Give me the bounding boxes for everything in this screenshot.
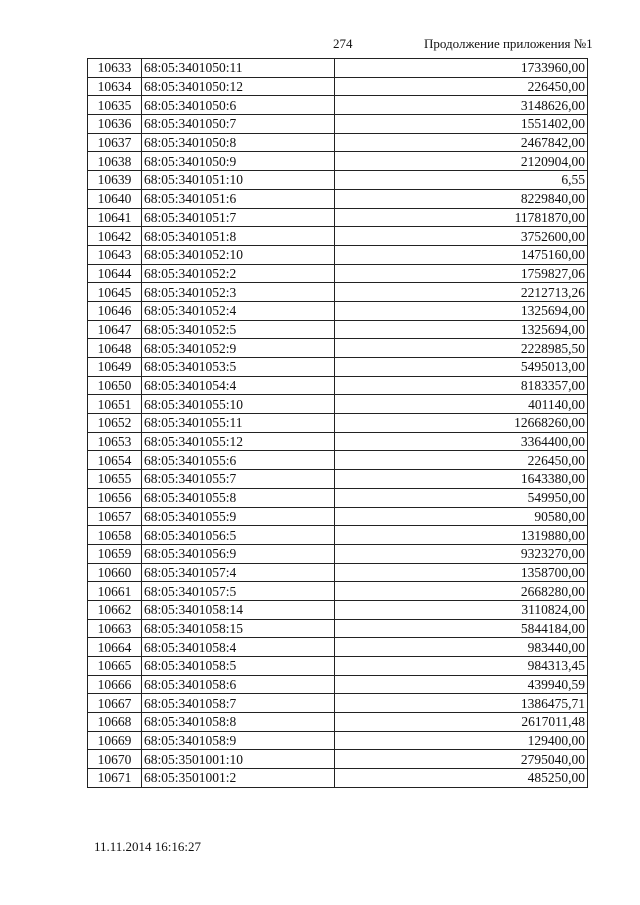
cadastral-number: 68:05:3401054:4 (142, 376, 335, 395)
cadastral-number: 68:05:3401051:8 (142, 227, 335, 246)
table-row (88, 675, 588, 694)
table-row (88, 96, 588, 115)
cadastral-value: 2228985,50 (335, 339, 588, 358)
table-row (88, 544, 588, 563)
cadastral-value: 401140,00 (335, 395, 588, 414)
row-number: 10659 (88, 544, 142, 563)
cadastral-value: 1325694,00 (335, 320, 588, 339)
cadastral-value: 1551402,00 (335, 115, 588, 134)
table-row (88, 264, 588, 283)
table-row (88, 189, 588, 208)
table-row (88, 657, 588, 676)
table-row (88, 301, 588, 320)
table-row (88, 470, 588, 489)
row-number: 10666 (88, 675, 142, 694)
row-number: 10663 (88, 619, 142, 638)
cadastral-value: 2795040,00 (335, 750, 588, 769)
cadastral-value: 983440,00 (335, 638, 588, 657)
row-number: 10653 (88, 432, 142, 451)
row-number: 10644 (88, 264, 142, 283)
cadastral-number: 68:05:3401052:10 (142, 245, 335, 264)
cadastral-value: 129400,00 (335, 731, 588, 750)
cadastral-number: 68:05:3401058:14 (142, 600, 335, 619)
row-number: 10652 (88, 414, 142, 433)
cadastral-number: 68:05:3401058:8 (142, 713, 335, 732)
row-number: 10646 (88, 301, 142, 320)
page-number: 274 (333, 36, 353, 51)
table-row (88, 563, 588, 582)
cadastral-value: 226450,00 (335, 451, 588, 470)
cadastral-number: 68:05:3401055:7 (142, 470, 335, 489)
cadastral-number: 68:05:3401057:5 (142, 582, 335, 601)
cadastral-value: 3364400,00 (335, 432, 588, 451)
table-row (88, 339, 588, 358)
cadastral-value: 485250,00 (335, 769, 588, 788)
cadastral-value: 9323270,00 (335, 544, 588, 563)
cadastral-number: 68:05:3401055:8 (142, 488, 335, 507)
cadastral-value: 1643380,00 (335, 470, 588, 489)
cadastral-number: 68:05:3401058:5 (142, 657, 335, 676)
cadastral-number: 68:05:3401050:9 (142, 152, 335, 171)
cadastral-number: 68:05:3401051:7 (142, 208, 335, 227)
cadastral-value: 8229840,00 (335, 189, 588, 208)
row-number: 10654 (88, 451, 142, 470)
row-number: 10658 (88, 526, 142, 545)
table-row (88, 115, 588, 134)
cadastral-value: 6,55 (335, 171, 588, 190)
cadastral-value: 226450,00 (335, 77, 588, 96)
cadastral-value: 549950,00 (335, 488, 588, 507)
cadastral-number: 68:05:3401050:8 (142, 133, 335, 152)
row-number: 10664 (88, 638, 142, 657)
print-timestamp: 11.11.2014 16:16:27 (94, 839, 202, 854)
cadastral-number: 68:05:3401050:12 (142, 77, 335, 96)
table-row (88, 694, 588, 713)
row-number: 10669 (88, 731, 142, 750)
cadastral-number: 68:05:3401053:5 (142, 358, 335, 377)
cadastral-number: 68:05:3401058:15 (142, 619, 335, 638)
row-number: 10650 (88, 376, 142, 395)
cadastral-number: 68:05:3401055:9 (142, 507, 335, 526)
row-number: 10645 (88, 283, 142, 302)
cadastral-value: 3148626,00 (335, 96, 588, 115)
cadastral-value: 5495013,00 (335, 358, 588, 377)
cadastral-value: 3110824,00 (335, 600, 588, 619)
cadastral-number: 68:05:3501001:2 (142, 769, 335, 788)
table-row (88, 152, 588, 171)
row-number: 10634 (88, 77, 142, 96)
cadastral-value: 12668260,00 (335, 414, 588, 433)
row-number: 10638 (88, 152, 142, 171)
row-number: 10640 (88, 189, 142, 208)
row-number: 10661 (88, 582, 142, 601)
row-number: 10639 (88, 171, 142, 190)
table-row (88, 171, 588, 190)
cadastral-value: 984313,45 (335, 657, 588, 676)
cadastral-number: 68:05:3401052:9 (142, 339, 335, 358)
cadastral-value-table (87, 58, 588, 788)
cadastral-number: 68:05:3401057:4 (142, 563, 335, 582)
cadastral-value: 1325694,00 (335, 301, 588, 320)
cadastral-number: 68:05:3401058:6 (142, 675, 335, 694)
cadastral-value: 439940,59 (335, 675, 588, 694)
row-number: 10635 (88, 96, 142, 115)
cadastral-value: 3752600,00 (335, 227, 588, 246)
row-number: 10643 (88, 245, 142, 264)
continuation-title: Продолжение приложения №1 (424, 36, 593, 51)
cadastral-number: 68:05:3401051:6 (142, 189, 335, 208)
cadastral-number: 68:05:3401055:12 (142, 432, 335, 451)
table-row (88, 77, 588, 96)
cadastral-value: 1759827,06 (335, 264, 588, 283)
cadastral-number: 68:05:3401058:7 (142, 694, 335, 713)
cadastral-value: 8183357,00 (335, 376, 588, 395)
row-number: 10655 (88, 470, 142, 489)
table-row (88, 133, 588, 152)
cadastral-value: 2467842,00 (335, 133, 588, 152)
table-row (88, 395, 588, 414)
cadastral-value: 1358700,00 (335, 563, 588, 582)
cadastral-value: 11781870,00 (335, 208, 588, 227)
cadastral-value: 1386475,71 (335, 694, 588, 713)
row-number: 10671 (88, 769, 142, 788)
table-row (88, 414, 588, 433)
table-row (88, 582, 588, 601)
row-number: 10633 (88, 59, 142, 78)
table-row (88, 376, 588, 395)
table-row (88, 432, 588, 451)
cadastral-number: 68:05:3401052:5 (142, 320, 335, 339)
cadastral-value: 2668280,00 (335, 582, 588, 601)
cadastral-number: 68:05:3401052:4 (142, 301, 335, 320)
row-number: 10642 (88, 227, 142, 246)
row-number: 10662 (88, 600, 142, 619)
row-number: 10657 (88, 507, 142, 526)
table-row (88, 619, 588, 638)
table-row (88, 750, 588, 769)
cadastral-number: 68:05:3401055:10 (142, 395, 335, 414)
table-row (88, 507, 588, 526)
table-row (88, 283, 588, 302)
cadastral-number: 68:05:3401050:11 (142, 59, 335, 78)
cadastral-number: 68:05:3401055:11 (142, 414, 335, 433)
row-number: 10649 (88, 358, 142, 377)
cadastral-value: 90580,00 (335, 507, 588, 526)
row-number: 10641 (88, 208, 142, 227)
cadastral-value: 1475160,00 (335, 245, 588, 264)
row-number: 10647 (88, 320, 142, 339)
table-row (88, 488, 588, 507)
table-row (88, 769, 588, 788)
cadastral-number: 68:05:3401056:9 (142, 544, 335, 563)
cadastral-value: 2212713,26 (335, 283, 588, 302)
cadastral-value: 1319880,00 (335, 526, 588, 545)
row-number: 10668 (88, 713, 142, 732)
cadastral-number: 68:05:3401056:5 (142, 526, 335, 545)
table-row (88, 59, 588, 78)
row-number: 10651 (88, 395, 142, 414)
cadastral-number: 68:05:3401058:4 (142, 638, 335, 657)
table-row (88, 451, 588, 470)
table-row (88, 320, 588, 339)
cadastral-value: 2617011,48 (335, 713, 588, 732)
table-row (88, 731, 588, 750)
cadastral-value: 1733960,00 (335, 59, 588, 78)
row-number: 10656 (88, 488, 142, 507)
row-number: 10636 (88, 115, 142, 134)
cadastral-number: 68:05:3401051:10 (142, 171, 335, 190)
table-row (88, 208, 588, 227)
table-row (88, 713, 588, 732)
row-number: 10670 (88, 750, 142, 769)
cadastral-number: 68:05:3401050:7 (142, 115, 335, 134)
row-number: 10648 (88, 339, 142, 358)
cadastral-number: 68:05:3401058:9 (142, 731, 335, 750)
row-number: 10660 (88, 563, 142, 582)
row-number: 10665 (88, 657, 142, 676)
row-number: 10667 (88, 694, 142, 713)
table-row (88, 227, 588, 246)
table-row (88, 526, 588, 545)
cadastral-number: 68:05:3401055:6 (142, 451, 335, 470)
table-row (88, 638, 588, 657)
cadastral-value: 2120904,00 (335, 152, 588, 171)
row-number: 10637 (88, 133, 142, 152)
table-row (88, 245, 588, 264)
table-row (88, 358, 588, 377)
cadastral-number: 68:05:3501001:10 (142, 750, 335, 769)
cadastral-number: 68:05:3401052:2 (142, 264, 335, 283)
cadastral-number: 68:05:3401050:6 (142, 96, 335, 115)
table-row (88, 600, 588, 619)
cadastral-number: 68:05:3401052:3 (142, 283, 335, 302)
cadastral-value: 5844184,00 (335, 619, 588, 638)
